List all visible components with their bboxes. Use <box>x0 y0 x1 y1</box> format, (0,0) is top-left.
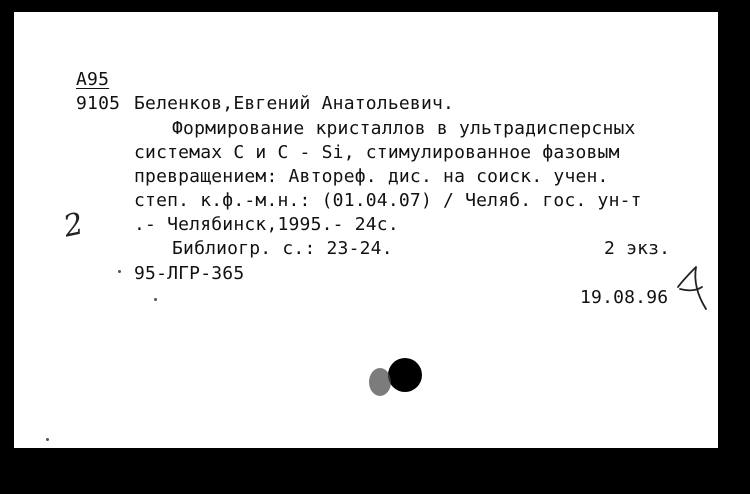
title-line-2: системах С и С - Si, стимулированное фазовым <box>134 142 620 163</box>
title-line-5: .- Челябинск,1995.- 24с. <box>134 214 399 235</box>
author-heading: Беленков,Евгений Анатольевич. <box>134 93 455 114</box>
handwritten-mark: 2 <box>60 206 87 245</box>
title-line-1: Формирование кристаллов в ультрадисперсных <box>172 118 636 139</box>
accession-number: 95-ЛГР-365 <box>134 263 245 284</box>
date-stamp: 19.08.96 <box>580 287 669 308</box>
speck <box>118 270 121 273</box>
bibliography-note: Библиогр. с.: 23-24. <box>172 238 393 259</box>
title-line-4: степ. к.ф.-м.н.: (01.04.07) / Челяб. гос. ун-т <box>134 190 642 211</box>
speck <box>46 438 49 441</box>
ink-blot <box>388 358 422 392</box>
call-number: 9105 <box>76 93 121 114</box>
copies-count: 2 экз. <box>604 238 671 259</box>
ink-smudge <box>369 368 391 396</box>
shelf-mark: А95 <box>76 69 110 90</box>
title-line-3: превращением: Автореф. дис. на соиск. учен. <box>134 166 609 187</box>
catalog-card <box>14 12 718 448</box>
tick-mark-icon <box>674 265 714 313</box>
speck <box>154 298 157 301</box>
